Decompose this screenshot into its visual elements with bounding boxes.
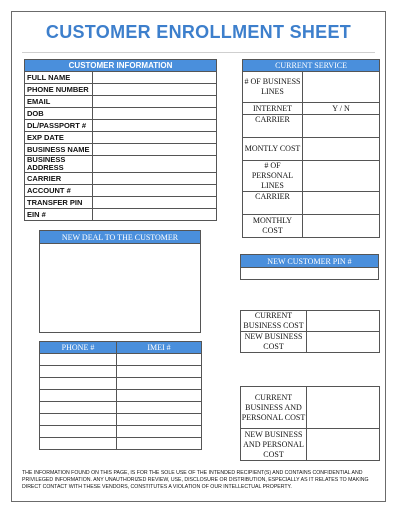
customer-info-label: CARRIER	[25, 173, 93, 185]
customer-info-row	[25, 108, 217, 120]
customer-info-label: ACCOUNT #	[25, 185, 93, 197]
phone-row	[40, 414, 202, 426]
current-service-header: CURRENT SERVICE	[243, 60, 380, 72]
new-pin-header: NEW CUSTOMER PIN #	[241, 255, 379, 268]
phone-row	[40, 438, 202, 450]
cost-row	[241, 387, 380, 429]
new-deal-header: NEW DEAL TO THE CUSTOMER	[40, 231, 201, 244]
new-pin-field[interactable]	[241, 268, 379, 280]
phone-column-header: PHONE #	[40, 342, 117, 354]
imei-field[interactable]	[117, 414, 202, 426]
current-service-row	[243, 72, 380, 103]
customer-info-row	[25, 185, 217, 197]
customer-info-label: DL/PASSPORT #	[25, 120, 93, 132]
imei-field[interactable]	[117, 390, 202, 402]
customer-info-field[interactable]	[93, 185, 217, 197]
cost-row	[241, 311, 380, 332]
personal-cost-table	[240, 386, 380, 461]
customer-info-label: DOB	[25, 108, 93, 120]
customer-info-label: FULL NAME	[25, 72, 93, 84]
current-service-label: MONTHLY COST	[243, 215, 303, 238]
phone-row	[40, 402, 202, 414]
customer-info-label: TRANSFER PIN	[25, 197, 93, 209]
customer-info-row	[25, 132, 217, 144]
customer-info-row	[25, 120, 217, 132]
customer-info-row	[25, 72, 217, 84]
cost-field[interactable]	[307, 311, 380, 332]
current-service-row	[243, 215, 380, 238]
business-cost-table	[240, 310, 380, 353]
current-service-row	[243, 192, 380, 215]
imei-field[interactable]	[117, 366, 202, 378]
imei-field[interactable]	[117, 438, 202, 450]
cost-field[interactable]	[307, 429, 380, 461]
customer-info-field[interactable]	[93, 197, 217, 209]
customer-info-row	[25, 173, 217, 185]
current-service-field[interactable]	[303, 192, 380, 215]
enrollment-sheet	[11, 11, 386, 502]
imei-column-header: IMEI #	[117, 342, 202, 354]
phone-field[interactable]	[40, 378, 117, 390]
customer-info-label: BUSINESS NAME	[25, 144, 93, 156]
current-service-row	[243, 115, 380, 138]
current-service-field[interactable]	[303, 72, 380, 103]
current-service-field[interactable]	[303, 115, 380, 138]
cost-field[interactable]	[307, 387, 380, 429]
customer-info-field[interactable]	[93, 173, 217, 185]
phone-row	[40, 354, 202, 366]
current-service-label: INTERNET	[243, 103, 303, 115]
cost-label: NEW BUSINESS COST	[241, 332, 307, 353]
phone-row	[40, 390, 202, 402]
phone-field[interactable]	[40, 438, 117, 450]
customer-info-field[interactable]	[93, 84, 217, 96]
phone-field[interactable]	[40, 354, 117, 366]
customer-info-field[interactable]	[93, 120, 217, 132]
phone-field[interactable]	[40, 390, 117, 402]
phone-field[interactable]	[40, 414, 117, 426]
imei-field[interactable]	[117, 426, 202, 438]
new-deal-field[interactable]	[40, 244, 201, 333]
phone-field[interactable]	[40, 366, 117, 378]
customer-info-label: EMAIL	[25, 96, 93, 108]
phone-row	[40, 426, 202, 438]
current-service-label: CARRIER	[243, 115, 303, 138]
customer-info-field[interactable]	[93, 144, 217, 156]
current-service-field[interactable]: Y / N	[303, 103, 380, 115]
new-pin-table	[240, 254, 379, 280]
imei-field[interactable]	[117, 354, 202, 366]
customer-info-field[interactable]	[93, 108, 217, 120]
cost-label: CURRENT BUSINESS AND PERSONAL COST	[241, 387, 307, 429]
current-service-row	[243, 161, 380, 192]
page-title: CUSTOMER ENROLLMENT SHEET	[45, 22, 352, 42]
phone-field[interactable]	[40, 402, 117, 414]
phone-field[interactable]	[40, 426, 117, 438]
phone-row	[40, 378, 202, 390]
customer-info-field[interactable]	[93, 156, 217, 173]
cost-label: NEW BUSINESS AND PERSONAL COST	[241, 429, 307, 461]
customer-info-header: CUSTOMER INFORMATION	[25, 60, 217, 72]
phone-imei-table	[39, 341, 202, 450]
current-service-field[interactable]	[303, 138, 380, 161]
phone-row	[40, 366, 202, 378]
disclaimer-text: THE INFORMATION FOUND ON THIS PAGE, IS FOR THE SOLE USE OF THE INTENDED RECIPIENT(S) AND CONTAINS CONFIDENTIAL AND PRIVILEGED INFORMATION. ANY UNAUTHORIZED REVIEW, USE, DISCLOSURE OR DISTRIBUTION, ESPECIALLY AS IT RELATES TO MAKING DIRECT CONTACT WITH THESE VENDORS, CONSTITUTES A VIOLATION OF OUR INTELLECTUAL PROPERTY.	[22, 470, 369, 490]
customer-info-table	[24, 59, 217, 221]
customer-info-row	[25, 144, 217, 156]
cost-field[interactable]	[307, 332, 380, 353]
new-deal-table	[39, 230, 201, 333]
cost-label: CURRENT BUSINESS COST	[241, 311, 307, 332]
customer-info-row	[25, 209, 217, 221]
imei-field[interactable]	[117, 378, 202, 390]
cost-row	[241, 429, 380, 461]
current-service-label: CARRIER	[243, 192, 303, 215]
imei-field[interactable]	[117, 402, 202, 414]
customer-info-row	[25, 156, 217, 173]
customer-info-field[interactable]	[93, 96, 217, 108]
customer-info-label: PHONE NUMBER	[25, 84, 93, 96]
customer-info-label: EXP DATE	[25, 132, 93, 144]
customer-info-row	[25, 197, 217, 209]
current-service-table	[242, 59, 380, 238]
title-divider	[22, 52, 375, 53]
current-service-row	[243, 103, 380, 115]
cost-row	[241, 332, 380, 353]
current-service-field[interactable]	[303, 215, 380, 238]
customer-info-field[interactable]	[93, 132, 217, 144]
customer-info-row	[25, 84, 217, 96]
current-service-label: # OF BUSINESS LINES	[243, 72, 303, 103]
customer-info-field[interactable]	[93, 209, 217, 221]
current-service-field[interactable]	[303, 161, 380, 192]
current-service-label: MONTLY COST	[243, 138, 303, 161]
current-service-row	[243, 138, 380, 161]
customer-info-row	[25, 96, 217, 108]
customer-info-label: EIN #	[25, 209, 93, 221]
customer-info-label: BUSINESS ADDRESS	[25, 156, 93, 173]
customer-info-field[interactable]	[93, 72, 217, 84]
current-service-label: # OF PERSONAL LINES	[243, 161, 303, 192]
